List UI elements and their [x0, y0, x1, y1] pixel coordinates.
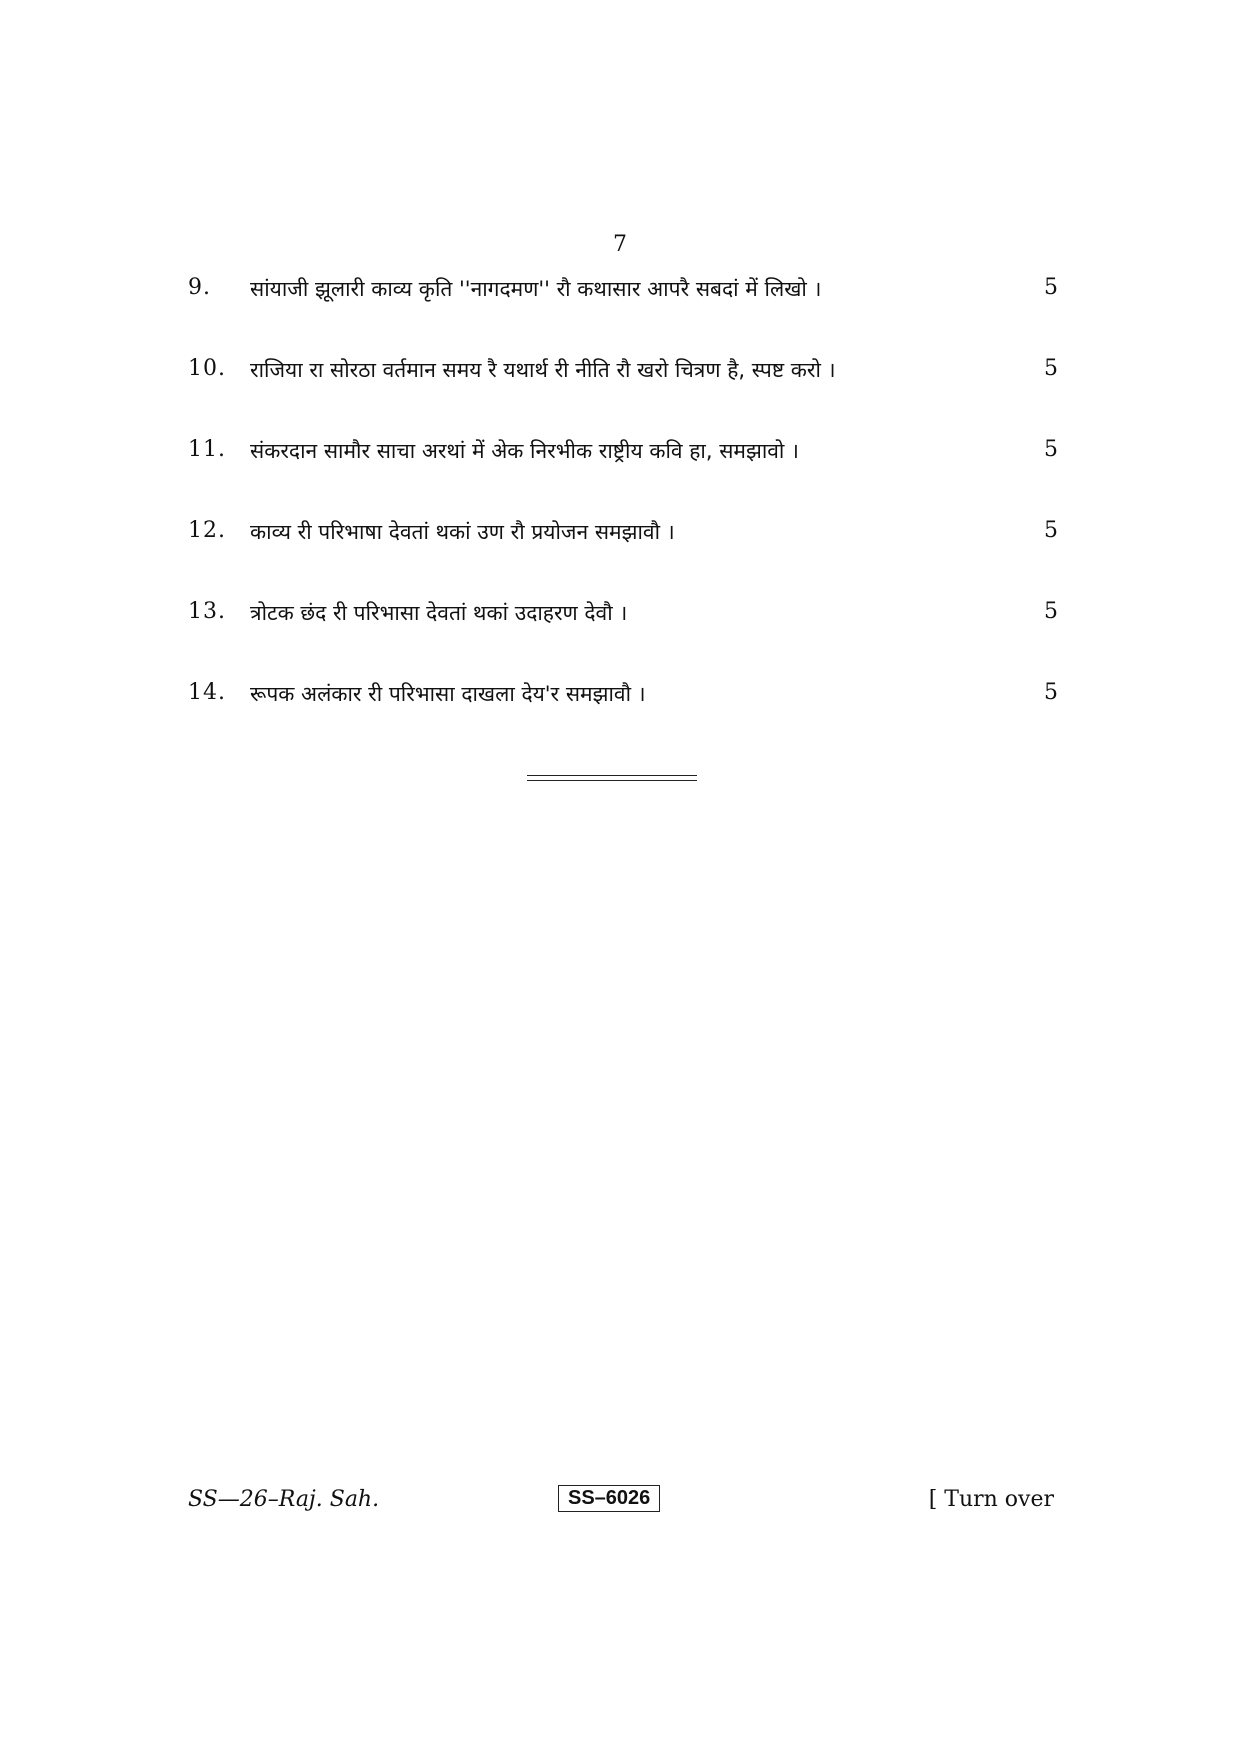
question-number: 13.	[188, 599, 226, 624]
question-marks: 5	[1044, 356, 1058, 381]
question-number: 11.	[188, 437, 226, 462]
question-item	[188, 437, 1058, 518]
footer-turn-over: [ Turn over	[928, 1487, 1054, 1512]
footer-booklet-code: SS–6026	[558, 1485, 660, 1512]
question-marks: 5	[1044, 680, 1058, 705]
question-item	[188, 518, 1058, 599]
question-text: रूपक अलंकार री परिभासा दाखला देय'र समझावौ ।	[250, 682, 646, 706]
question-marks: 5	[1044, 599, 1058, 624]
question-number: 12.	[188, 518, 226, 543]
footer-paper-code: SS—26–Raj. Sah.	[188, 1487, 380, 1512]
question-item	[188, 356, 1058, 437]
question-marks: 5	[1044, 437, 1058, 462]
question-item	[188, 680, 1058, 761]
question-marks: 5	[1044, 275, 1058, 300]
question-item	[188, 275, 1058, 356]
question-item	[188, 599, 1058, 680]
end-divider	[527, 775, 697, 781]
question-text: राजिया रा सोरठा वर्तमान समय रै यथार्थ री नीति रौ खरो चित्रण है, स्पष्ट करो ।	[250, 358, 836, 382]
question-number: 14.	[188, 680, 226, 705]
question-marks: 5	[1044, 518, 1058, 543]
question-number: 9.	[188, 275, 211, 300]
question-text: संकरदान सामौर साचा अरथां में अेक निरभीक राष्ट्रीय कवि हा, समझावो ।	[250, 439, 800, 463]
question-list	[188, 275, 1058, 761]
question-text: त्रोटक छंद री परिभासा देवतां थकां उदाहरण देवौ ।	[250, 601, 628, 625]
page-number: 7	[613, 232, 627, 257]
question-text: काव्य री परिभाषा देवतां थकां उण रौ प्रयोजन समझावौ ।	[250, 520, 675, 544]
question-number: 10.	[188, 356, 226, 381]
question-text: सांयाजी झूलारी काव्य कृति ''नागदमण'' रौ कथासार आपरै सबदां में लिखो ।	[250, 277, 822, 301]
